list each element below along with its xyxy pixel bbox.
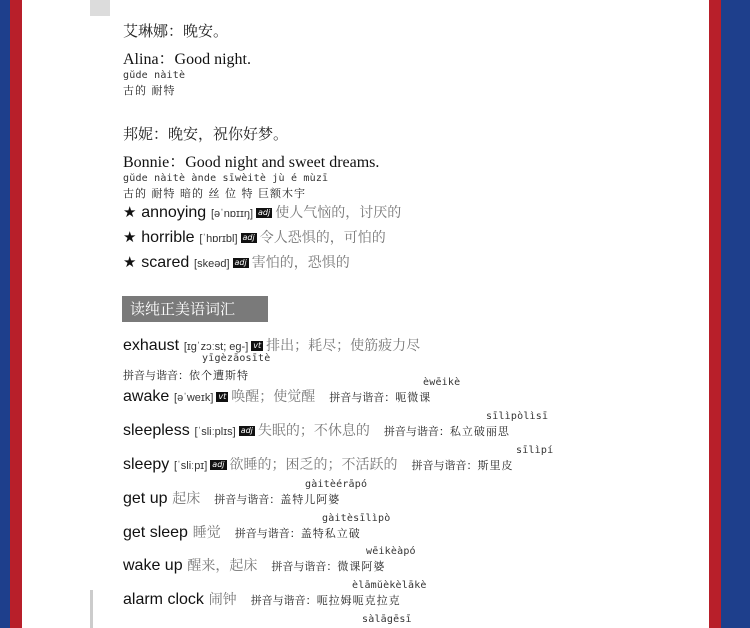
pronunciation-label: 拼音与谐音：: [123, 369, 189, 382]
pronunciation-label: 拼音与谐音：: [271, 560, 338, 573]
part-of-speech-badge: adj: [242, 233, 255, 242]
part-of-speech-badge: adj: [234, 258, 247, 267]
pinyin: wēikèàpó: [366, 546, 416, 557]
section-title: 读纯正美语词汇: [122, 296, 268, 322]
meaning: 睡觉: [192, 525, 221, 541]
homophone: 呃拉姆呃克拉克: [316, 594, 401, 607]
homophone: 依个遭斯特: [189, 369, 249, 382]
starred-word-row: [123, 227, 386, 247]
vocab-row: [123, 420, 510, 440]
phonetic: [ˈsliːplɪs]: [194, 426, 236, 438]
dialogue-cn-2: 邦妮：晚安，祝你好梦。: [123, 125, 289, 143]
phonetic: [əˈweɪk]: [174, 392, 214, 404]
star-icon: ★: [123, 203, 142, 221]
homophone: 盖特儿阿婆: [280, 493, 341, 506]
left-border-blue: [0, 0, 10, 628]
pronunciation-label: 拼音与谐音：: [383, 425, 450, 438]
left-border-red: [10, 0, 22, 628]
meaning: 使人气恼的，讨厌的: [275, 205, 402, 221]
dialogue-hanzi-1: 古的 耐特: [123, 84, 176, 97]
homophone: 斯里皮: [477, 459, 514, 472]
word: scared: [141, 254, 190, 271]
pronunciation-label: 拼音与谐音：: [250, 594, 317, 607]
word: exhaust: [123, 337, 180, 354]
word: get up: [123, 490, 168, 507]
phonetic: [ˈhɒrɪbl]: [199, 233, 238, 245]
meaning: 闹钟: [208, 592, 237, 608]
pinyin: èlāmŭèkèlākè: [352, 580, 427, 591]
margin-mark: [90, 590, 93, 628]
dialogue-pinyin-1: gŭde nàitè: [123, 70, 186, 81]
dialogue-en-1: Alina：Good night.: [123, 51, 251, 68]
document-page: [22, 0, 709, 628]
pinyin: gàitèsīlìpò: [322, 513, 391, 524]
pinyin: gàitèérāpó: [305, 479, 368, 490]
word: horrible: [141, 229, 195, 246]
meaning: 欲睡的；困乏的；不活跃的: [229, 457, 398, 473]
pinyin: èwēikè: [423, 377, 461, 388]
part-of-speech-badge: adj: [240, 426, 253, 435]
part-of-speech-badge: vt: [253, 341, 262, 350]
word: get sleep: [123, 524, 188, 541]
homophone: 盖特私立破: [300, 527, 361, 540]
part-of-speech-badge: adj: [212, 460, 225, 469]
vocab-row: [123, 555, 385, 575]
pinyin: yīgèzāosītè: [202, 353, 271, 364]
homophone: 微课阿婆: [337, 560, 386, 573]
right-border-blue: [721, 0, 750, 628]
starred-word-row: [123, 202, 401, 222]
meaning: 令人恐惧的，可怕的: [259, 230, 386, 246]
word: sleepless: [123, 422, 190, 439]
pinyin: sīlìpí: [516, 445, 554, 456]
word: annoying: [141, 204, 207, 221]
phonetic: [əˈnɒɪɪŋ]: [210, 208, 254, 220]
word: awake: [123, 388, 170, 405]
meaning: 唤醒；使觉醒: [231, 389, 316, 405]
part-of-speech-badge: vt: [218, 392, 227, 401]
phonetic: [ˈsliːpɪ]: [174, 460, 208, 472]
homophone: 呃微课: [395, 391, 432, 404]
pronunciation-row: [123, 364, 249, 383]
vocab-row: [123, 522, 361, 542]
dialogue-cn-1: 艾琳娜：晚安。: [123, 22, 229, 40]
dialogue-en-2: Bonnie：Good night and sweet dreams.: [123, 154, 380, 171]
word: alarm clock: [123, 591, 204, 608]
vocab-row: [123, 335, 420, 355]
star-icon: ★: [123, 253, 142, 271]
meaning: 醒来，起床: [187, 558, 258, 574]
meaning: 失眠的；不休息的: [257, 423, 370, 439]
meaning: 害怕的，恐惧的: [251, 255, 350, 271]
vocab-row: [123, 488, 340, 508]
phonetic: [ɪgˈzɔːst; eg-]: [183, 341, 249, 353]
meaning: 排出；耗尽；使筋疲力尽: [266, 338, 421, 354]
starred-word-row: [123, 252, 350, 272]
right-border-red: [709, 0, 721, 628]
pronunciation-label: 拼音与谐音：: [411, 459, 478, 472]
pinyin: sīlìpòlìsī: [486, 411, 549, 422]
meaning: 起床: [172, 491, 201, 507]
pronunciation-label: 拼音与谐音：: [329, 391, 396, 404]
dialogue-hanzi-2: 古的 耐特 暗的 丝 位 特 巨额木宇: [123, 187, 306, 200]
dialogue-pinyin-2: gŭde nàitè ànde sīwèitè jù é mùzī: [123, 173, 329, 184]
vocab-row: [123, 589, 401, 609]
vocab-row: [123, 386, 431, 406]
part-of-speech-badge: adj: [258, 208, 271, 217]
phonetic: [skeəd]: [194, 258, 230, 270]
star-icon: ★: [123, 228, 142, 246]
pinyin: sàlāgēsī: [362, 614, 412, 625]
page-corner-tab: [90, 0, 110, 16]
vocab-row: [123, 454, 514, 474]
word: wake up: [123, 557, 183, 574]
pronunciation-label: 拼音与谐音：: [234, 527, 301, 540]
pronunciation-label: 拼音与谐音：: [214, 493, 281, 506]
homophone: 私立破丽思: [449, 425, 510, 438]
word: sleepy: [123, 456, 170, 473]
